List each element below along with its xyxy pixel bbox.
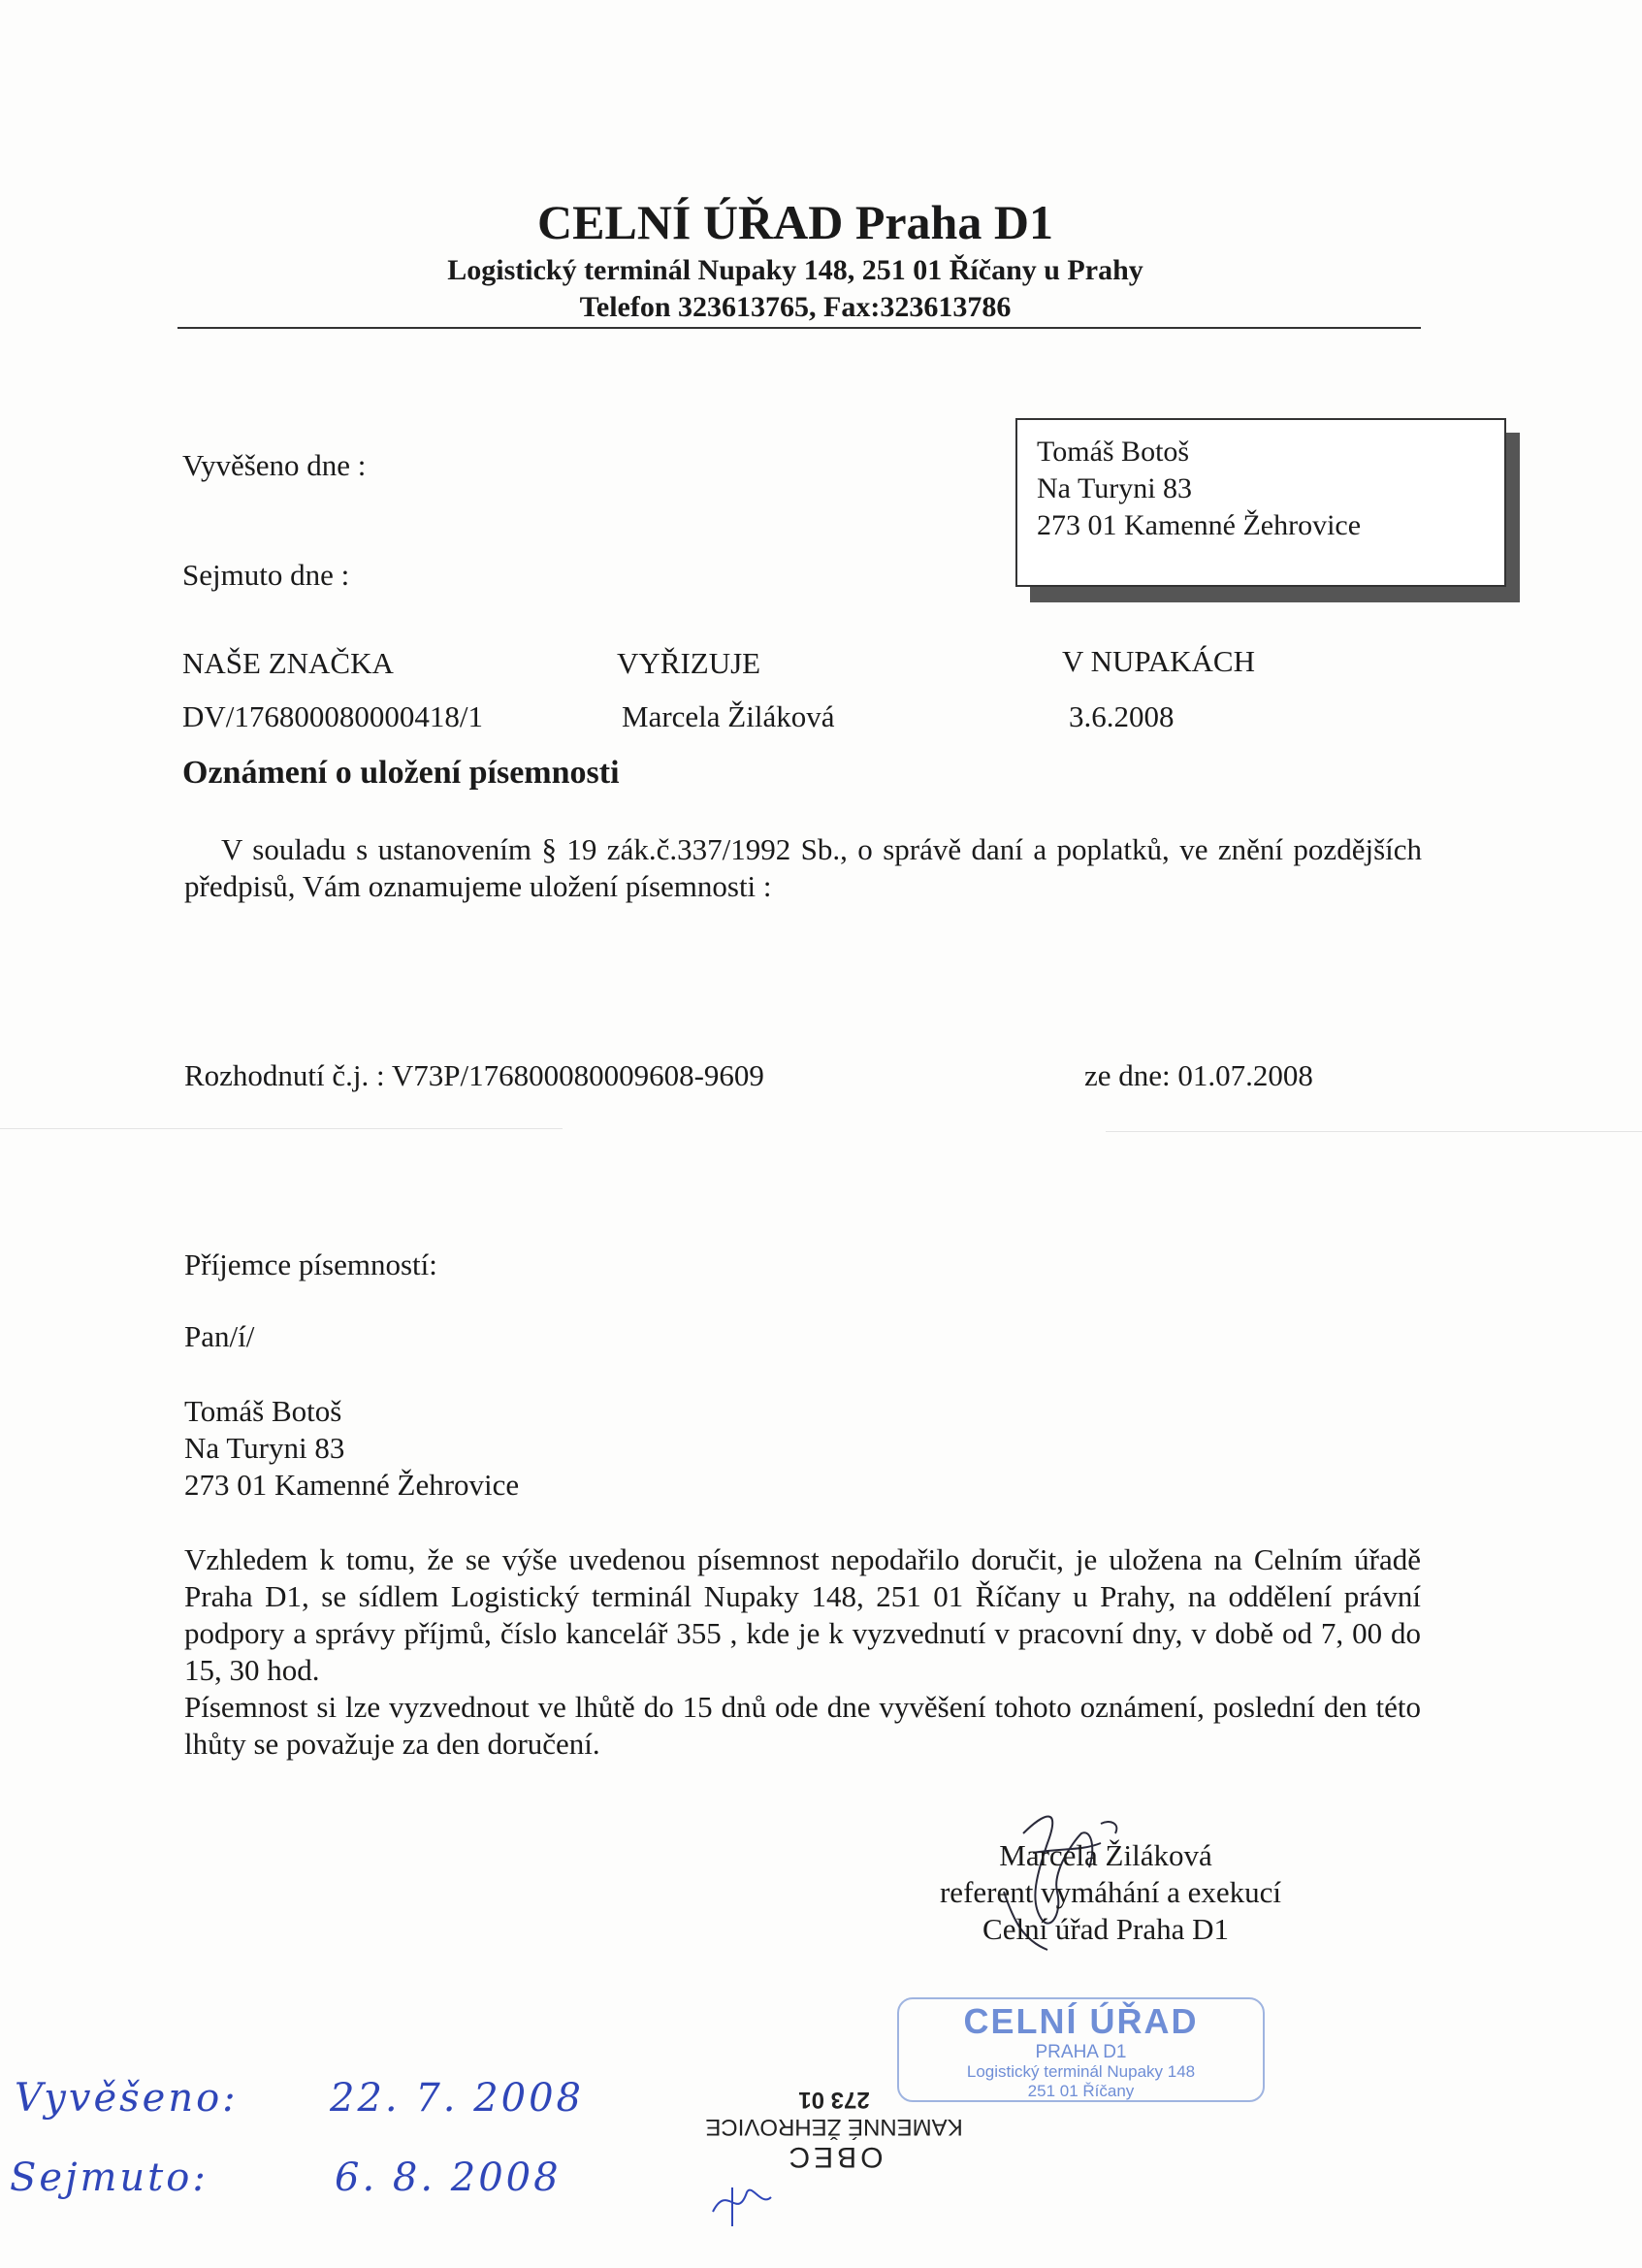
handler-value: Marcela Žiláková: [622, 699, 835, 733]
signatory-role: referent vymáhání a exekucí: [939, 1875, 1281, 1909]
posted-label: Vyvěšeno dne :: [182, 448, 367, 482]
stamp-address: Logistický terminál Nupaky 148: [966, 2062, 1196, 2081]
addressee-box: [1015, 418, 1506, 587]
handwritten-posted-label: Vyvěšeno:: [15, 2076, 239, 2121]
removed-label: Sejmuto dne :: [182, 558, 350, 592]
recipient-street: Na Turyni 83: [184, 1431, 345, 1465]
addressee-city: 273 01 Kamenné Žehrovice: [1037, 509, 1362, 541]
handwritten-removed-label: Sejmuto:: [10, 2155, 209, 2200]
handwritten-posted-date: 22. 7. 2008: [330, 2076, 585, 2121]
signatory-office: Celní úřad Praha D1: [982, 1912, 1229, 1946]
stamp-title: CELNÍ ÚŘAD: [963, 2001, 1199, 2041]
recipient-city: 273 01 Kamenné Žehrovice: [184, 1468, 520, 1502]
initials-scribble: [703, 2173, 781, 2231]
office-title: CELNÍ ÚŘAD Praha D1: [537, 195, 1053, 249]
fold-line: [0, 1128, 563, 1129]
stamp-city: 251 01 Říčany: [1027, 2082, 1135, 2100]
municipal-stamp-name: KAMENNÉ ŽEHROVICE: [705, 2114, 963, 2140]
handwritten-removed-date: 6. 8. 2008: [335, 2155, 562, 2200]
municipal-stamp: [679, 2086, 989, 2173]
notice-intro: V souladu s ustanovením § 19 zák.č.337/1992 Sb., o správě daní a poplatků, ve znění pozdějších předpisů, Vám oznamujeme uložení písemnosti :: [184, 832, 1422, 903]
notice-heading: Oznámení o uložení písemnosti: [182, 755, 620, 791]
recipient-label: Příjemce písemností:: [184, 1247, 437, 1281]
decision-date: ze dne: 01.07.2008: [1084, 1058, 1313, 1092]
recipient-name: Tomáš Botoš: [184, 1394, 342, 1428]
address-box-shadow: [1506, 433, 1520, 602]
header-rule: [177, 327, 1421, 329]
body-paragraph-2: Písemnost si lze vyzvednout ve lhůtě do 15 dnů ode dne vyvěšení tohoto oznámení, poslední den této lhůty se považuje za den doručení.: [184, 1690, 1421, 1761]
office-address: Logistický terminál Nupaky 148, 251 01 Říčany u Prahy: [447, 254, 1143, 286]
recipient-salutation: Pan/í/: [184, 1319, 255, 1353]
decision-ref: Rozhodnutí č.j. : V73P/176800080009608-9609: [184, 1058, 764, 1092]
municipal-stamp-zip: 273 01: [798, 2087, 870, 2113]
our-ref-label: NAŠE ZNAČKA: [182, 646, 394, 680]
office-phone: Telefon 323613765, Fax:323613786: [579, 291, 1012, 323]
stamp-office: PRAHA D1: [1035, 2042, 1127, 2062]
body-paragraph-1: Vzhledem k tomu, že se výše uvedenou písemnost nepodařilo doručit, je uložena na Celním úřadě Praha D1, se sídlem Logistický terminál Nupaky 148, 251 01 Říčany u Prahy, na oddělení právní podpory a správy příjmů, číslo kancelář 355 , kde je k vyzvednutí v pracovní dny, v době od 7, 00 do 15, 30 hod.: [184, 1542, 1421, 1687]
fold-line: [1106, 1131, 1642, 1132]
signatory-name: Marcela Žiláková: [999, 1838, 1212, 1872]
address-box-shadow: [1030, 587, 1520, 602]
municipal-stamp-town: OBEC: [785, 2141, 884, 2173]
our-ref-value: DV/176800080000418/1: [182, 699, 483, 733]
addressee-street: Na Turyni 83: [1037, 472, 1193, 504]
addressee-name: Tomáš Botoš: [1037, 436, 1190, 468]
place-label: V NUPAKÁCH: [1062, 644, 1255, 678]
place-date: 3.6.2008: [1069, 699, 1175, 733]
handler-label: VYŘIZUJE: [617, 646, 761, 680]
